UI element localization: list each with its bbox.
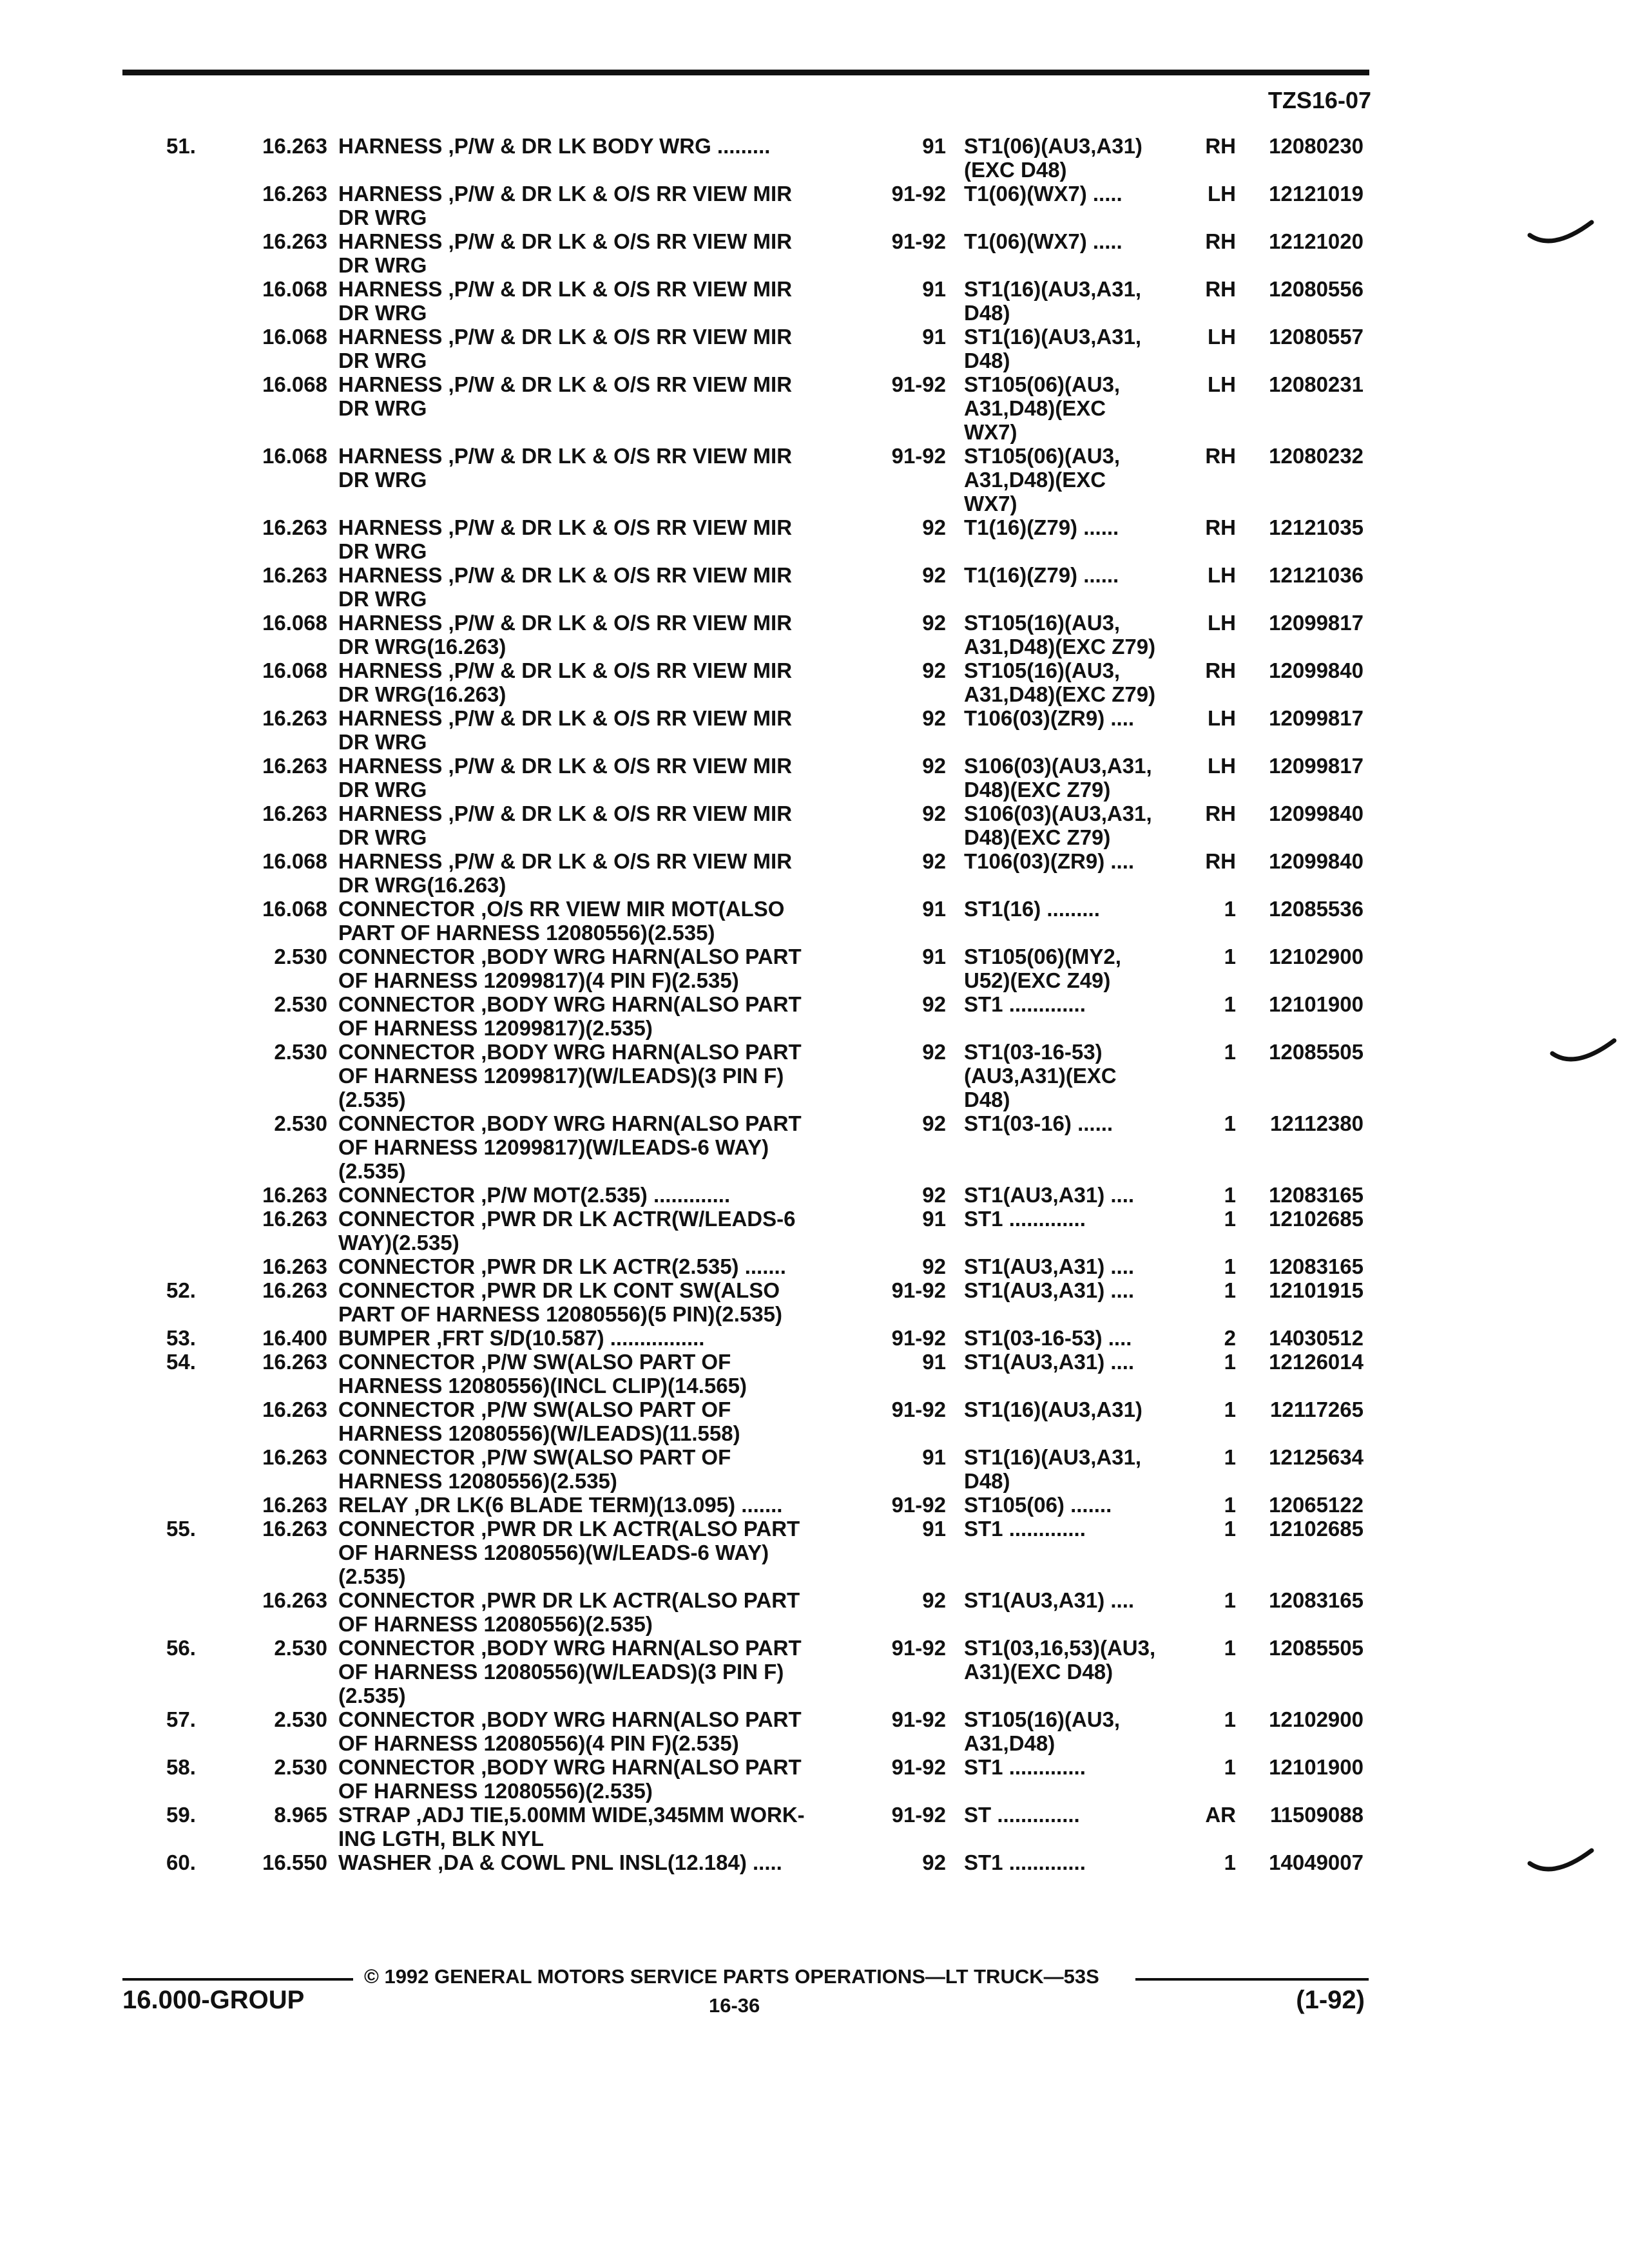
part-number: 12101915 — [1269, 1278, 1364, 1302]
checkmark-icon — [1550, 1034, 1621, 1073]
part-description: CONNECTOR ,PWR DR LK ACTR(2.535) ....... — [338, 1254, 786, 1278]
model-usage: ST1 ............. — [964, 1755, 1086, 1779]
model-year: 91 — [922, 1445, 946, 1469]
quantity: RH — [1205, 515, 1236, 539]
model-year: 91-92 — [891, 1636, 946, 1660]
parts-row — [0, 1755, 1629, 1803]
part-number: 12112380 — [1269, 1111, 1364, 1135]
quantity: 1 — [1224, 1278, 1236, 1302]
model-year: 92 — [922, 1850, 946, 1874]
model-usage: ST1(AU3,A31) .... — [964, 1183, 1135, 1207]
quantity: 2 — [1224, 1326, 1236, 1350]
part-description: CONNECTOR ,BODY WRG HARN(ALSO PART OF HARNESS 12099817)(2.535) — [338, 992, 802, 1040]
quantity: 1 — [1224, 1040, 1236, 1064]
part-description: HARNESS ,P/W & DR LK & O/S RR VIEW MIR DR WRG — [338, 515, 793, 563]
item-number: 57. — [166, 1707, 196, 1731]
part-number: 12102900 — [1269, 1707, 1364, 1731]
item-number: 54. — [166, 1350, 196, 1374]
part-description: CONNECTOR ,P/W SW(ALSO PART OF HARNESS 12080556)(INCL CLIP)(14.565) — [338, 1350, 747, 1398]
model-year: 91-92 — [891, 444, 946, 468]
group-number: 2.530 — [274, 1755, 327, 1779]
quantity: 1 — [1224, 1636, 1236, 1660]
parts-list — [0, 134, 1629, 1874]
parts-row — [0, 1326, 1629, 1350]
model-year: 92 — [922, 754, 946, 778]
parts-row — [0, 1493, 1629, 1517]
parts-row — [0, 1636, 1629, 1707]
group-number: 16.068 — [262, 372, 327, 396]
part-description: STRAP ,ADJ TIE,5.00MM WIDE,345MM WORK- ING LGTH, BLK NYL — [338, 1803, 805, 1850]
model-usage: ST105(16)(AU3, A31,D48) — [964, 1707, 1121, 1755]
parts-row — [0, 182, 1629, 229]
group-number: 8.965 — [274, 1803, 327, 1827]
footer-rule-left — [122, 1978, 353, 1981]
group-number: 16.263 — [262, 802, 327, 825]
group-number: 16.068 — [262, 277, 327, 301]
quantity: 1 — [1224, 1350, 1236, 1374]
model-usage: T1(06)(WX7) ..... — [964, 182, 1123, 206]
model-year: 91-92 — [891, 182, 946, 206]
model-usage: T106(03)(ZR9) .... — [964, 706, 1135, 730]
item-number: 59. — [166, 1803, 196, 1827]
item-number: 51. — [166, 134, 196, 158]
group-number: 16.263 — [262, 1278, 327, 1302]
group-number: 2.530 — [274, 1111, 327, 1135]
parts-row — [0, 1445, 1629, 1493]
model-usage: ST1(AU3,A31) .... — [964, 1254, 1135, 1278]
item-number: 56. — [166, 1636, 196, 1660]
model-usage: T1(16)(Z79) ...... — [964, 563, 1119, 587]
part-description: CONNECTOR ,BODY WRG HARN(ALSO PART OF HARNESS 12099817)(W/LEADS-6 WAY) (2.535) — [338, 1111, 802, 1183]
parts-row — [0, 1207, 1629, 1254]
model-year: 91-92 — [891, 1755, 946, 1779]
part-number: 12099840 — [1269, 658, 1364, 682]
top-rule — [122, 70, 1369, 75]
parts-row — [0, 1588, 1629, 1636]
model-year: 91 — [922, 945, 946, 968]
model-usage: ST1(AU3,A31) .... — [964, 1278, 1135, 1302]
model-year: 92 — [922, 658, 946, 682]
model-year: 92 — [922, 563, 946, 587]
parts-row — [0, 945, 1629, 992]
group-number: 2.530 — [274, 1040, 327, 1064]
parts-row — [0, 1707, 1629, 1755]
quantity: 1 — [1224, 992, 1236, 1016]
model-year: 92 — [922, 515, 946, 539]
part-number: 11509088 — [1269, 1803, 1364, 1827]
model-year: 91-92 — [891, 1803, 946, 1827]
model-year: 92 — [922, 802, 946, 825]
parts-row — [0, 325, 1629, 372]
quantity: LH — [1208, 611, 1236, 635]
quantity: AR — [1205, 1803, 1236, 1827]
parts-row — [0, 992, 1629, 1040]
quantity: RH — [1205, 277, 1236, 301]
part-description: CONNECTOR ,P/W SW(ALSO PART OF HARNESS 12080556)(W/LEADS)(11.558) — [338, 1398, 740, 1445]
part-description: CONNECTOR ,BODY WRG HARN(ALSO PART OF HARNESS 12080556)(2.535) — [338, 1755, 802, 1803]
part-number: 12083165 — [1269, 1183, 1364, 1207]
item-number: 55. — [166, 1517, 196, 1541]
model-usage: ST1 ............. — [964, 1207, 1086, 1231]
model-year: 91-92 — [891, 1278, 946, 1302]
quantity: 1 — [1224, 1588, 1236, 1612]
model-year: 92 — [922, 1040, 946, 1064]
part-number: 14049007 — [1269, 1850, 1364, 1874]
model-year: 91-92 — [891, 1398, 946, 1421]
model-year: 91 — [922, 897, 946, 921]
group-number: 2.530 — [274, 1707, 327, 1731]
part-description: CONNECTOR ,P/W SW(ALSO PART OF HARNESS 12080556)(2.535) — [338, 1445, 731, 1493]
part-number: 12126014 — [1269, 1350, 1364, 1374]
model-year: 91 — [922, 1207, 946, 1231]
parts-row — [0, 706, 1629, 754]
model-year: 92 — [922, 1588, 946, 1612]
part-description: HARNESS ,P/W & DR LK & O/S RR VIEW MIR DR WRG — [338, 372, 793, 420]
group-number: 16.263 — [262, 1588, 327, 1612]
parts-row — [0, 1517, 1629, 1588]
part-number: 12101900 — [1269, 992, 1364, 1016]
footer-group: 16.000-GROUP — [122, 1986, 305, 2014]
quantity: LH — [1208, 754, 1236, 778]
parts-row — [0, 1398, 1629, 1445]
model-usage: ST105(06)(AU3, A31,D48)(EXC WX7) — [964, 444, 1121, 515]
model-usage: ST1(16)(AU3,A31) — [964, 1398, 1142, 1421]
model-usage: ST1(03-16) ...... — [964, 1111, 1113, 1135]
group-number: 16.263 — [262, 1398, 327, 1421]
part-number: 12080557 — [1269, 325, 1364, 349]
model-year: 91 — [922, 1517, 946, 1541]
part-number: 12099817 — [1269, 754, 1364, 778]
quantity: 1 — [1224, 897, 1236, 921]
group-number: 16.550 — [262, 1850, 327, 1874]
part-number: 12080556 — [1269, 277, 1364, 301]
group-number: 16.400 — [262, 1326, 327, 1350]
quantity: RH — [1205, 802, 1236, 825]
part-number: 12085505 — [1269, 1636, 1364, 1660]
model-usage: ST1(16)(AU3,A31, D48) — [964, 1445, 1142, 1493]
model-usage: ST1(03,16,53)(AU3, A31)(EXC D48) — [964, 1636, 1156, 1684]
part-number: 12099817 — [1269, 706, 1364, 730]
checkmark-icon — [1527, 216, 1598, 255]
part-description: HARNESS ,P/W & DR LK BODY WRG ......... — [338, 134, 771, 158]
model-usage: T106(03)(ZR9) .... — [964, 849, 1135, 873]
model-year: 92 — [922, 1254, 946, 1278]
group-number: 16.263 — [262, 1254, 327, 1278]
quantity: RH — [1205, 134, 1236, 158]
quantity: 1 — [1224, 1755, 1236, 1779]
group-number: 16.068 — [262, 849, 327, 873]
part-number: 12121036 — [1269, 563, 1364, 587]
part-description: HARNESS ,P/W & DR LK & O/S RR VIEW MIR DR WRG — [338, 754, 793, 802]
part-description: HARNESS ,P/W & DR LK & O/S RR VIEW MIR DR WRG — [338, 563, 793, 611]
part-number: 12121019 — [1269, 182, 1364, 206]
quantity: 1 — [1224, 1398, 1236, 1421]
part-number: 12080232 — [1269, 444, 1364, 468]
group-number: 2.530 — [274, 1636, 327, 1660]
model-year: 91 — [922, 134, 946, 158]
item-number: 52. — [166, 1278, 196, 1302]
part-description: HARNESS ,P/W & DR LK & O/S RR VIEW MIR DR WRG — [338, 182, 793, 229]
part-number: 12125634 — [1269, 1445, 1364, 1469]
part-description: CONNECTOR ,PWR DR LK ACTR(W/LEADS-6 WAY)(2.535) — [338, 1207, 796, 1254]
parts-row — [0, 658, 1629, 706]
model-year: 91-92 — [891, 1326, 946, 1350]
model-usage: T1(16)(Z79) ...... — [964, 515, 1119, 539]
model-year: 92 — [922, 1111, 946, 1135]
model-usage: ST1(03-16-53) (AU3,A31)(EXC D48) — [964, 1040, 1117, 1111]
quantity: LH — [1208, 372, 1236, 396]
model-usage: ST105(16)(AU3, A31,D48)(EXC Z79) — [964, 611, 1156, 658]
model-year: 91-92 — [891, 372, 946, 396]
quantity: 1 — [1224, 1183, 1236, 1207]
quantity: LH — [1208, 325, 1236, 349]
group-number: 16.263 — [262, 182, 327, 206]
group-number: 16.263 — [262, 706, 327, 730]
part-description: CONNECTOR ,P/W MOT(2.535) ............. — [338, 1183, 731, 1207]
parts-row — [0, 277, 1629, 325]
quantity: 1 — [1224, 1707, 1236, 1731]
part-number: 12080231 — [1269, 372, 1364, 396]
model-usage: ST1 ............. — [964, 992, 1086, 1016]
group-number: 2.530 — [274, 992, 327, 1016]
part-description: BUMPER ,FRT S/D(10.587) ................ — [338, 1326, 705, 1350]
part-number: 12085536 — [1269, 897, 1364, 921]
group-number: 16.263 — [262, 1493, 327, 1517]
quantity: 1 — [1224, 1207, 1236, 1231]
model-year: 92 — [922, 849, 946, 873]
group-number: 16.263 — [262, 1445, 327, 1469]
group-number: 16.263 — [262, 515, 327, 539]
part-number: 12085505 — [1269, 1040, 1364, 1064]
quantity: RH — [1205, 658, 1236, 682]
model-usage: ST1(16) ......... — [964, 897, 1100, 921]
part-description: CONNECTOR ,BODY WRG HARN(ALSO PART OF HARNESS 12080556)(W/LEADS)(3 PIN F) (2.535) — [338, 1636, 802, 1707]
model-usage: ST1(16)(AU3,A31, D48) — [964, 277, 1142, 325]
parts-row — [0, 444, 1629, 515]
part-description: CONNECTOR ,BODY WRG HARN(ALSO PART OF HARNESS 12099817)(W/LEADS)(3 PIN F) (2.535) — [338, 1040, 802, 1111]
part-description: HARNESS ,P/W & DR LK & O/S RR VIEW MIR DR WRG — [338, 706, 793, 754]
model-year: 92 — [922, 706, 946, 730]
part-number: 12121020 — [1269, 229, 1364, 253]
footer-rule-right — [1135, 1978, 1369, 1981]
group-number: 16.263 — [262, 563, 327, 587]
group-number: 16.263 — [262, 1183, 327, 1207]
model-usage: ST1(AU3,A31) .... — [964, 1588, 1135, 1612]
part-description: WASHER ,DA & COWL PNL INSL(12.184) ..... — [338, 1850, 782, 1874]
checkmark-icon — [1527, 1844, 1598, 1883]
parts-row — [0, 134, 1629, 182]
model-usage: ST1(06)(AU3,A31) (EXC D48) — [964, 134, 1142, 182]
group-number: 16.068 — [262, 325, 327, 349]
model-year: 91 — [922, 277, 946, 301]
item-number: 60. — [166, 1850, 196, 1874]
quantity: 1 — [1224, 1517, 1236, 1541]
part-number: 12083165 — [1269, 1254, 1364, 1278]
group-number: 16.068 — [262, 611, 327, 635]
footer-page-number: 16-36 — [709, 1994, 760, 2017]
part-number: 12102900 — [1269, 945, 1364, 968]
model-year: 91-92 — [891, 1493, 946, 1517]
group-number: 16.263 — [262, 1350, 327, 1374]
part-number: 12083165 — [1269, 1588, 1364, 1612]
parts-row — [0, 611, 1629, 658]
parts-row — [0, 1040, 1629, 1111]
part-description: HARNESS ,P/W & DR LK & O/S RR VIEW MIR DR WRG(16.263) — [338, 849, 793, 897]
item-number: 53. — [166, 1326, 196, 1350]
part-description: CONNECTOR ,PWR DR LK ACTR(ALSO PART OF HARNESS 12080556)(W/LEADS-6 WAY) (2.535) — [338, 1517, 800, 1588]
model-usage: ST1 ............. — [964, 1850, 1086, 1874]
part-number: 14030512 — [1269, 1326, 1364, 1350]
catalog-code: TZS16-07 — [1268, 87, 1371, 113]
quantity: LH — [1208, 563, 1236, 587]
model-usage: T1(06)(WX7) ..... — [964, 229, 1123, 253]
group-number: 16.068 — [262, 897, 327, 921]
model-year: 91-92 — [891, 1707, 946, 1731]
model-usage: S106(03)(AU3,A31, D48)(EXC Z79) — [964, 802, 1152, 849]
part-description: CONNECTOR ,PWR DR LK CONT SW(ALSO PART OF HARNESS 12080556)(5 PIN)(2.535) — [338, 1278, 782, 1326]
group-number: 16.263 — [262, 229, 327, 253]
quantity: LH — [1208, 706, 1236, 730]
part-description: HARNESS ,P/W & DR LK & O/S RR VIEW MIR DR WRG — [338, 277, 793, 325]
model-usage: ST105(06)(MY2, U52)(EXC Z49) — [964, 945, 1121, 992]
quantity: 1 — [1224, 1445, 1236, 1469]
part-number: 12080230 — [1269, 134, 1364, 158]
footer-copyright: © 1992 GENERAL MOTORS SERVICE PARTS OPERATIONS—LT TRUCK—53S — [364, 1965, 1099, 1988]
model-usage: ST1 ............. — [964, 1517, 1086, 1541]
model-usage: ST1(03-16-53) .... — [964, 1326, 1132, 1350]
quantity: 1 — [1224, 945, 1236, 968]
parts-row — [0, 754, 1629, 802]
model-usage: ST105(06) ....... — [964, 1493, 1112, 1517]
part-description: HARNESS ,P/W & DR LK & O/S RR VIEW MIR DR WRG(16.263) — [338, 658, 793, 706]
parts-row — [0, 849, 1629, 897]
part-number: 12102685 — [1269, 1517, 1364, 1541]
group-number: 16.263 — [262, 754, 327, 778]
part-number: 12099817 — [1269, 611, 1364, 635]
part-description: CONNECTOR ,BODY WRG HARN(ALSO PART OF HARNESS 12099817)(4 PIN F)(2.535) — [338, 945, 802, 992]
part-description: CONNECTOR ,O/S RR VIEW MIR MOT(ALSO PART OF HARNESS 12080556)(2.535) — [338, 897, 785, 945]
model-usage: ST1(16)(AU3,A31, D48) — [964, 325, 1142, 372]
parts-row — [0, 515, 1629, 563]
parts-row — [0, 1254, 1629, 1278]
quantity: LH — [1208, 182, 1236, 206]
quantity: 1 — [1224, 1111, 1236, 1135]
model-usage: ST105(16)(AU3, A31,D48)(EXC Z79) — [964, 658, 1156, 706]
part-number: 12102685 — [1269, 1207, 1364, 1231]
parts-row — [0, 229, 1629, 277]
part-description: CONNECTOR ,PWR DR LK ACTR(ALSO PART OF HARNESS 12080556)(2.535) — [338, 1588, 800, 1636]
part-number: 12099840 — [1269, 802, 1364, 825]
parts-row — [0, 372, 1629, 444]
parts-row — [0, 1350, 1629, 1398]
model-year: 91 — [922, 1350, 946, 1374]
group-number: 16.263 — [262, 134, 327, 158]
model-year: 92 — [922, 1183, 946, 1207]
model-usage: ST1(AU3,A31) .... — [964, 1350, 1135, 1374]
group-number: 16.068 — [262, 444, 327, 468]
model-year: 91-92 — [891, 229, 946, 253]
group-number: 2.530 — [274, 945, 327, 968]
model-year: 92 — [922, 992, 946, 1016]
part-description: HARNESS ,P/W & DR LK & O/S RR VIEW MIR DR WRG — [338, 444, 793, 492]
part-description: HARNESS ,P/W & DR LK & O/S RR VIEW MIR DR WRG — [338, 802, 793, 849]
item-number: 58. — [166, 1755, 196, 1779]
parts-row — [0, 1850, 1629, 1874]
parts-row — [0, 563, 1629, 611]
footer-date: (1-92) — [1296, 1986, 1365, 2014]
quantity: RH — [1205, 849, 1236, 873]
part-description: RELAY ,DR LK(6 BLADE TERM)(13.095) ....... — [338, 1493, 783, 1517]
model-year: 92 — [922, 611, 946, 635]
part-description: HARNESS ,P/W & DR LK & O/S RR VIEW MIR DR WRG — [338, 325, 793, 372]
parts-row — [0, 1803, 1629, 1850]
parts-row — [0, 1278, 1629, 1326]
part-description: CONNECTOR ,BODY WRG HARN(ALSO PART OF HARNESS 12080556)(4 PIN F)(2.535) — [338, 1707, 802, 1755]
part-number: 12117265 — [1269, 1398, 1364, 1421]
model-usage: ST .............. — [964, 1803, 1080, 1827]
quantity: 1 — [1224, 1254, 1236, 1278]
quantity: RH — [1205, 444, 1236, 468]
model-year: 91 — [922, 325, 946, 349]
quantity: RH — [1205, 229, 1236, 253]
parts-row — [0, 802, 1629, 849]
part-number: 12121035 — [1269, 515, 1364, 539]
quantity: 1 — [1224, 1850, 1236, 1874]
model-usage: S106(03)(AU3,A31, D48)(EXC Z79) — [964, 754, 1152, 802]
model-usage: ST105(06)(AU3, A31,D48)(EXC WX7) — [964, 372, 1121, 444]
part-description: HARNESS ,P/W & DR LK & O/S RR VIEW MIR DR WRG — [338, 229, 793, 277]
group-number: 16.263 — [262, 1207, 327, 1231]
part-number: 12099840 — [1269, 849, 1364, 873]
parts-row — [0, 897, 1629, 945]
part-description: HARNESS ,P/W & DR LK & O/S RR VIEW MIR DR WRG(16.263) — [338, 611, 793, 658]
parts-row — [0, 1183, 1629, 1207]
group-number: 16.263 — [262, 1517, 327, 1541]
group-number: 16.068 — [262, 658, 327, 682]
part-number: 12101900 — [1269, 1755, 1364, 1779]
part-number: 12065122 — [1269, 1493, 1364, 1517]
quantity: 1 — [1224, 1493, 1236, 1517]
parts-row — [0, 1111, 1629, 1183]
